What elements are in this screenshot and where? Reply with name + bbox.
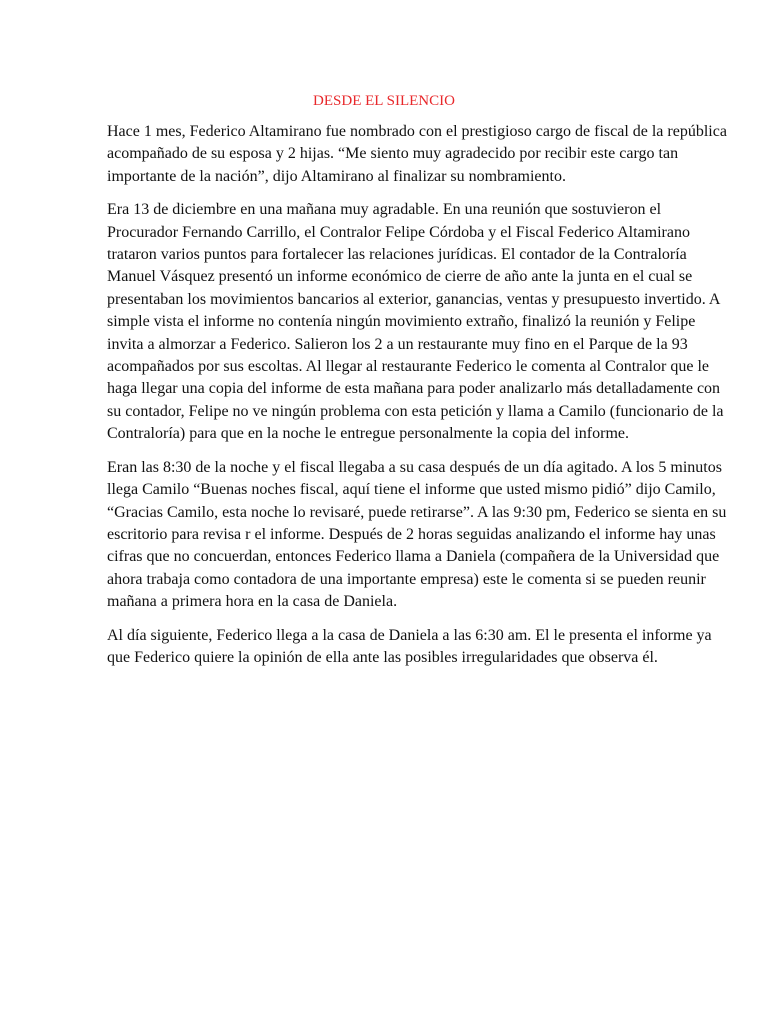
paragraph-2: Era 13 de diciembre en una mañana muy agradable. En una reunión que sostuvieron el Procurador Fernando Carrillo, el Contralor Felipe Córdoba y el Fiscal Federico Altamirano trataron varios puntos para fortalecer las relaciones jurídicas. El contador de la Contraloría Manuel Vásquez presentó un informe económico de cierre de año ante la junta en el cual se presentaban los movimientos bancarios al exterior, ganancias, ventas y presupuesto invertido. A simple vista el informe no contenía ningún movimiento extraño, finalizó la reunión y Felipe invita a almorzar a Federico. Salieron los 2 a un restaurante muy fino en el Parque de la 93 acompañados por sus escoltas. Al llegar al restaurante Federico le comenta al Contralor que le haga llegar una copia del informe de esta mañana para poder analizarlo más detalladamente con su contador, Felipe no ve ningún problema con esta petición y llama a Camilo (funcionario de la Contraloría) para que en la noche le entregue personalmente la copia del informe. xyxy=(107,201,724,443)
paragraph-3: Eran las 8:30 de la noche y el fiscal llegaba a su casa después de un día agitado. A los 5 minutos llega Camilo “Buenas noches fiscal, aquí tiene el informe que usted mismo pidió” dijo Camilo, “Gracias Camilo, esta noche lo revisaré, puede retirarse”. A las 9:30 pm, Federico se sienta en su escritorio para revisa r el informe. Después de 2 horas seguidas analizando el informe hay unas cifras que no concuerdan, entonces Federico llama a Daniela (compañera de la Universidad que ahora trabaja como contadora de una importante empresa) este le comenta si se pueden reunir mañana a primera hora en la casa de Daniela. xyxy=(107,458,727,611)
paragraph-4: Al día siguiente, Federico llega a la casa de Daniela a las 6:30 am. El le presenta el informe ya que Federico quiere la opinión de ella ante las posibles irregularidades que observa él. xyxy=(107,626,712,666)
document-title: DESDE EL SILENCIO xyxy=(313,93,455,109)
paragraph-1: Hace 1 mes, Federico Altamirano fue nombrado con el prestigioso cargo de fiscal de la república acompañado de su esposa y 2 hijas. “Me siento muy agradecido por recibir este cargo tan importante de la nación”, dijo Altamirano al finalizar su nombramiento. xyxy=(107,123,727,185)
document-body xyxy=(107,121,727,680)
